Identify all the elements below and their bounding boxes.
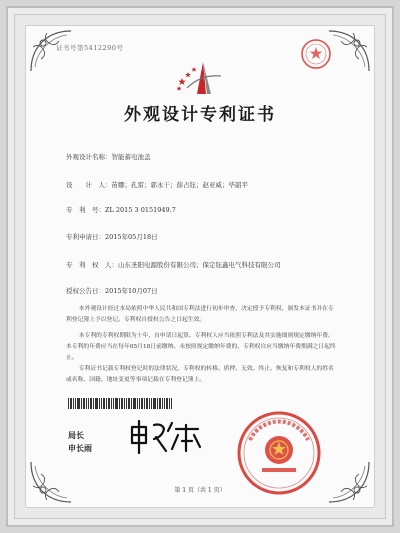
field-label: 设 计 人： — [66, 181, 112, 189]
barcode-icon — [68, 398, 172, 409]
signature-icon — [126, 415, 206, 455]
field-patent-number — [66, 205, 176, 214]
field-label: 授权公告日： — [66, 287, 105, 295]
state-ip-office-seal-icon — [236, 410, 322, 496]
field-design-name — [66, 152, 151, 161]
notice-paragraph: 本外观设计经过本局依照中华人民共和国专利法进行初步审查，决定授予专利权，颁发本证书并在专利登记簿上予以登记。专利权自授权公告之日起生效。 — [66, 306, 334, 323]
notice-paragraph: 专利证书记载专利权登记时的法律状况。专利权的转移、质押、无效、终止、恢复和专利权人的姓名或名称、国籍、地址变更等事项记载在专利登记簿上。 — [66, 366, 334, 383]
director-title: 局长 — [68, 430, 84, 440]
official-stamp-icon — [300, 38, 332, 70]
field-value: 2015年10月07日 — [105, 287, 158, 295]
field-value: 山东圣阳电源股份有限公司；保定钰鑫电气科技有限公司 — [118, 261, 281, 269]
field-label: 专 利 权 人： — [66, 261, 118, 269]
field-label: 专 利 号： — [66, 206, 105, 214]
field-value: 智能蓄电池盖 — [111, 153, 151, 161]
field-label: 外观设计名称： — [66, 153, 112, 161]
director-name: 申长雨 — [68, 443, 92, 453]
field-value: 2015年05月18日 — [105, 233, 158, 241]
corner-ornament-icon — [325, 27, 373, 75]
field-application-date — [66, 232, 158, 241]
corner-ornament-icon — [27, 458, 75, 506]
field-value: 苗娜；孔雷；郭永干；薛占钰；赵亚威；毕韶平 — [111, 181, 248, 189]
field-label: 专利申请日： — [66, 233, 105, 241]
certificate-title: 外观设计专利证书 — [124, 105, 276, 125]
notice-paragraph: 本专利的专利权期限为十年，自申请日起算。专利权人应当依照专利法及其实施细则规定缴纳年费。本专利的年费应当在每年05月18日前缴纳。未按照规定缴纳年费的，专利权自应当缴纳年费期满之日起终止。 — [66, 333, 336, 361]
patent-office-emblem-icon — [173, 58, 227, 98]
certificate-number: 证书号第5412290号 — [56, 44, 124, 52]
field-designers — [66, 180, 248, 189]
field-grant-date — [66, 286, 158, 295]
field-value: ZL 2015 3 0151949.7 — [105, 206, 176, 214]
corner-ornament-icon — [325, 458, 373, 506]
field-patentee — [66, 260, 281, 269]
page-number: 第 1 页（共 1 页） — [174, 487, 226, 494]
